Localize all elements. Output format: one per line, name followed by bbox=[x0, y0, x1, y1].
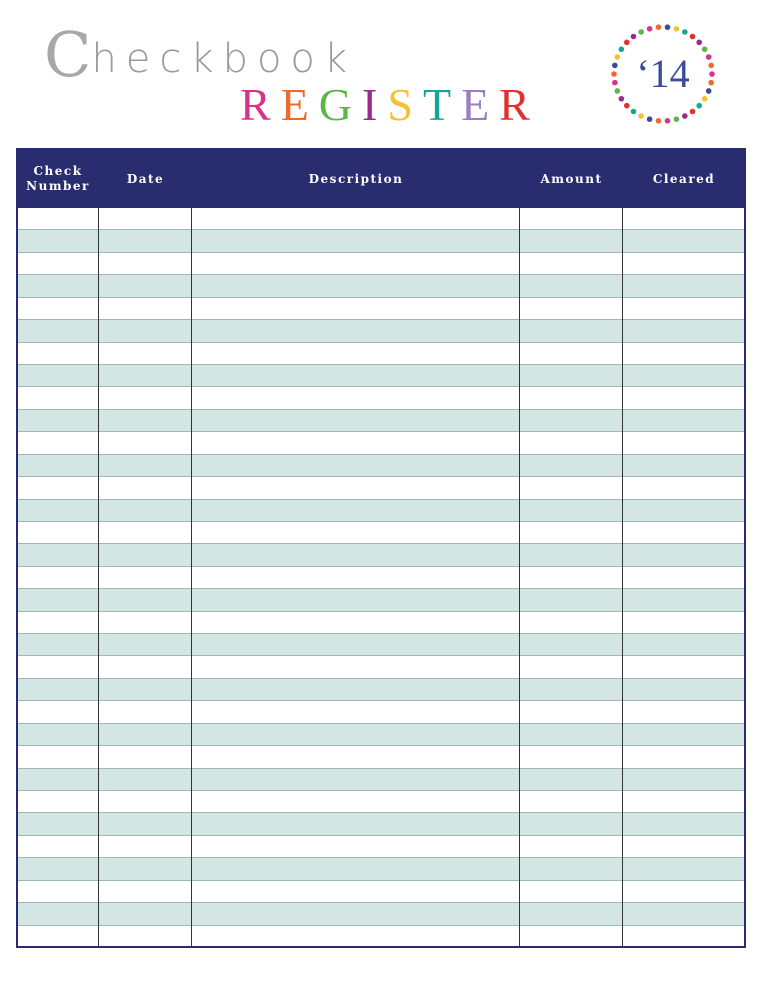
dot bbox=[638, 113, 644, 119]
title-letter: I bbox=[362, 79, 388, 130]
dot bbox=[696, 103, 702, 109]
title-checkbook bbox=[44, 14, 357, 91]
title-checkbook-rest: heckbook bbox=[91, 36, 357, 82]
table-row[interactable] bbox=[18, 343, 744, 365]
title-register bbox=[240, 78, 540, 131]
table-row[interactable] bbox=[18, 320, 744, 342]
dot bbox=[665, 24, 671, 30]
table-row[interactable] bbox=[18, 813, 744, 835]
table-row[interactable] bbox=[18, 589, 744, 611]
table-row[interactable] bbox=[18, 612, 744, 634]
column-header-check-number bbox=[18, 150, 98, 208]
table-row[interactable] bbox=[18, 253, 744, 275]
table-row[interactable] bbox=[18, 679, 744, 701]
number-label: Number bbox=[26, 179, 90, 193]
table-row[interactable] bbox=[18, 881, 744, 903]
dot bbox=[624, 40, 630, 46]
table-row[interactable] bbox=[18, 477, 744, 499]
column-divider bbox=[622, 208, 623, 946]
column-divider bbox=[98, 208, 99, 946]
table-row[interactable] bbox=[18, 544, 744, 566]
column-header-date: Date bbox=[126, 171, 165, 186]
title-letter: E bbox=[280, 79, 319, 130]
dot bbox=[674, 116, 680, 122]
table-row[interactable] bbox=[18, 926, 744, 948]
title-letter: R bbox=[499, 79, 540, 130]
table-row[interactable] bbox=[18, 769, 744, 791]
dot bbox=[690, 34, 696, 40]
table-row[interactable] bbox=[18, 410, 744, 432]
check-label: Check bbox=[33, 164, 83, 178]
column-divider bbox=[191, 208, 192, 946]
table-row[interactable] bbox=[18, 858, 744, 880]
dot bbox=[638, 29, 644, 35]
table-row[interactable] bbox=[18, 656, 744, 678]
dot bbox=[656, 24, 662, 30]
dot bbox=[624, 103, 630, 109]
table-row[interactable] bbox=[18, 836, 744, 858]
table-row[interactable] bbox=[18, 298, 744, 320]
dot bbox=[656, 118, 662, 124]
table-row[interactable] bbox=[18, 455, 744, 477]
table-row[interactable] bbox=[18, 387, 744, 409]
dot bbox=[682, 29, 688, 35]
dot bbox=[665, 118, 671, 124]
table-row[interactable] bbox=[18, 208, 744, 230]
table-row[interactable] bbox=[18, 522, 744, 544]
table-row[interactable] bbox=[18, 903, 744, 925]
table-row[interactable] bbox=[18, 275, 744, 297]
register-table bbox=[16, 148, 746, 948]
title-letter: S bbox=[387, 79, 423, 130]
column-divider bbox=[519, 208, 520, 946]
table-row[interactable] bbox=[18, 746, 744, 768]
dot bbox=[631, 109, 637, 115]
table-row[interactable] bbox=[18, 432, 744, 454]
year-label: ‘14 bbox=[636, 51, 690, 96]
title-letter: T bbox=[422, 79, 462, 130]
table-row[interactable] bbox=[18, 365, 744, 387]
table-row[interactable] bbox=[18, 724, 744, 746]
title-letter: G bbox=[318, 79, 363, 130]
table-row[interactable] bbox=[18, 634, 744, 656]
table-row[interactable] bbox=[18, 230, 744, 252]
column-header-description: Description bbox=[308, 171, 404, 186]
year-badge bbox=[606, 20, 720, 128]
table-row[interactable] bbox=[18, 567, 744, 589]
table-row[interactable] bbox=[18, 791, 744, 813]
dot bbox=[696, 40, 702, 46]
dot bbox=[682, 113, 688, 119]
column-header-amount: Amount bbox=[540, 171, 603, 186]
table-row[interactable] bbox=[18, 701, 744, 723]
dot bbox=[690, 109, 696, 115]
table-row[interactable] bbox=[18, 500, 744, 522]
dot bbox=[631, 34, 637, 40]
table-header bbox=[18, 150, 744, 208]
dot bbox=[647, 116, 653, 122]
title-letter: E bbox=[461, 79, 500, 130]
dot bbox=[647, 26, 653, 32]
title-checkbook-initial: C bbox=[44, 18, 92, 91]
dot bbox=[674, 26, 680, 32]
title-letter: R bbox=[240, 79, 281, 130]
table-body bbox=[18, 208, 744, 946]
column-header-cleared: Cleared bbox=[652, 171, 716, 186]
